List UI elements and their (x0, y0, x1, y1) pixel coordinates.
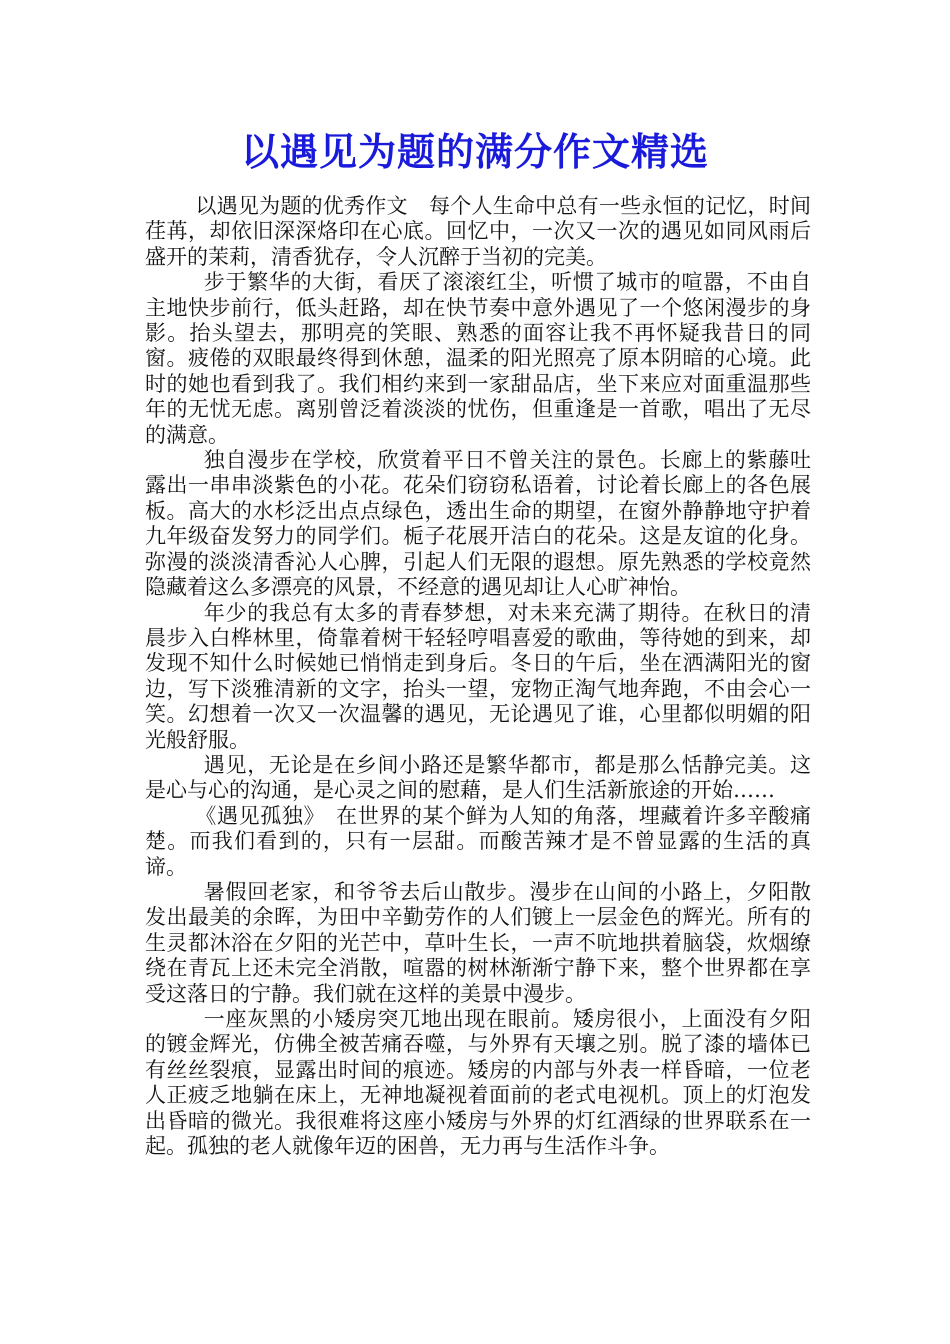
paragraph-1: 以遇见为题的优秀作文 每个人生命中总有一些永恒的记忆，时间荏苒，却依旧深深烙印在心底。回忆中，一次又一次的遇见如同风雨后盛开的茉莉，清香犹存，令人沉醉于当初的完美。 (145, 194, 811, 269)
paragraph-8: 一座灰黑的小矮房突兀地出现在眼前。矮房很小，上面没有夕阳的镀金辉光，仿佛全被苦痛吞噬，与外界有天壤之别。脱了漆的墙体已有丝丝裂痕，显露出时间的痕迹。矮房的内部与外表一样昏暗，一位老人正疲乏地躺在床上，无神地凝视着面前的老式电视机。顶上的灯泡发出昏暗的微光。我很难将这座小矮房与外界的灯红酒绿的世界联系在一起。孤独的老人就像年迈的困兽，无力再与生活作斗争。 (145, 1007, 811, 1159)
paragraph-6: 《遇见孤独》 在世界的某个鲜为人知的角落，埋藏着许多辛酸痛楚。而我们看到的，只有一层甜。而酸苦辣才是不曾显露的生活的真谛。 (145, 803, 811, 879)
paragraph-7: 暑假回老家，和爷爷去后山散步。漫步在山间的小路上，夕阳散发出最美的余晖，为田中辛勤劳作的人们镀上一层金色的辉光。所有的生灵都沐浴在夕阳的光芒中，草叶生长，一声不吭地拱着脑袋，炊烟缭绕在青瓦上还未完全消散，喧嚣的树林渐渐宁静下来，整个世界都在享受这落日的宁静。我们就在这样的美景中漫步。 (145, 879, 811, 1006)
paragraph-2: 步于繁华的大街，看厌了滚滚红尘，听惯了城市的喧嚣，不由自主地快步前行，低头赶路，却在快节奏中意外遇见了一个悠闲漫步的身影。抬头望去，那明亮的笑眼、熟悉的面容让我不再怀疑我昔日的同窗。疲倦的双眼最终得到休憩，温柔的阳光照亮了原本阴暗的心境。此时的她也看到我了。我们相约来到一家甜品店，坐下来应对面重温那些年的无忧无虑。离别曾泛着淡淡的忧伤，但重逢是一首歌，唱出了无尽的满意。 (145, 270, 811, 447)
paragraph-3: 独自漫步在学校，欣赏着平日不曾关注的景色。长廊上的紫藤吐露出一串串淡紫色的小花。花朵们窃窃私语着，讨论着长廊上的各色展板。高大的水杉泛出点点绿色，透出生命的期望，在窗外静静地守护着九年级奋发努力的同学们。栀子花展开洁白的花朵。这是友谊的化身。弥漫的淡淡清香沁人心脾，引起人们无限的遐想。原先熟悉的学校竟然隐藏着这么多漂亮的风景，不经意的遇见却让人心旷神怡。 (145, 448, 811, 600)
document-title: 以遇见为题的满分作文精选 (240, 129, 709, 174)
paragraph-4: 年少的我总有太多的青春梦想，对未来充满了期待。在秋日的清晨步入白桦林里，倚靠着树干轻轻哼唱喜爱的歌曲，等待她的到来，却发现不知什么时候她已悄悄走到身后。冬日的午后，坐在洒满阳光的窗边，写下淡雅清新的文字，抬头一望，宠物正淘气地奔跑，不由会心一笑。幻想着一次又一次温馨的遇见，无论遇见了谁，心里都似明媚的阳光般舒服。 (145, 600, 811, 752)
document-body (145, 194, 811, 1159)
paragraph-5: 遇见，无论是在乡间小路还是繁华都市，都是那么恬静完美。这是心与心的沟通，是心灵之间的慰藉，是人们生活新旅途的开始…… (145, 752, 811, 803)
